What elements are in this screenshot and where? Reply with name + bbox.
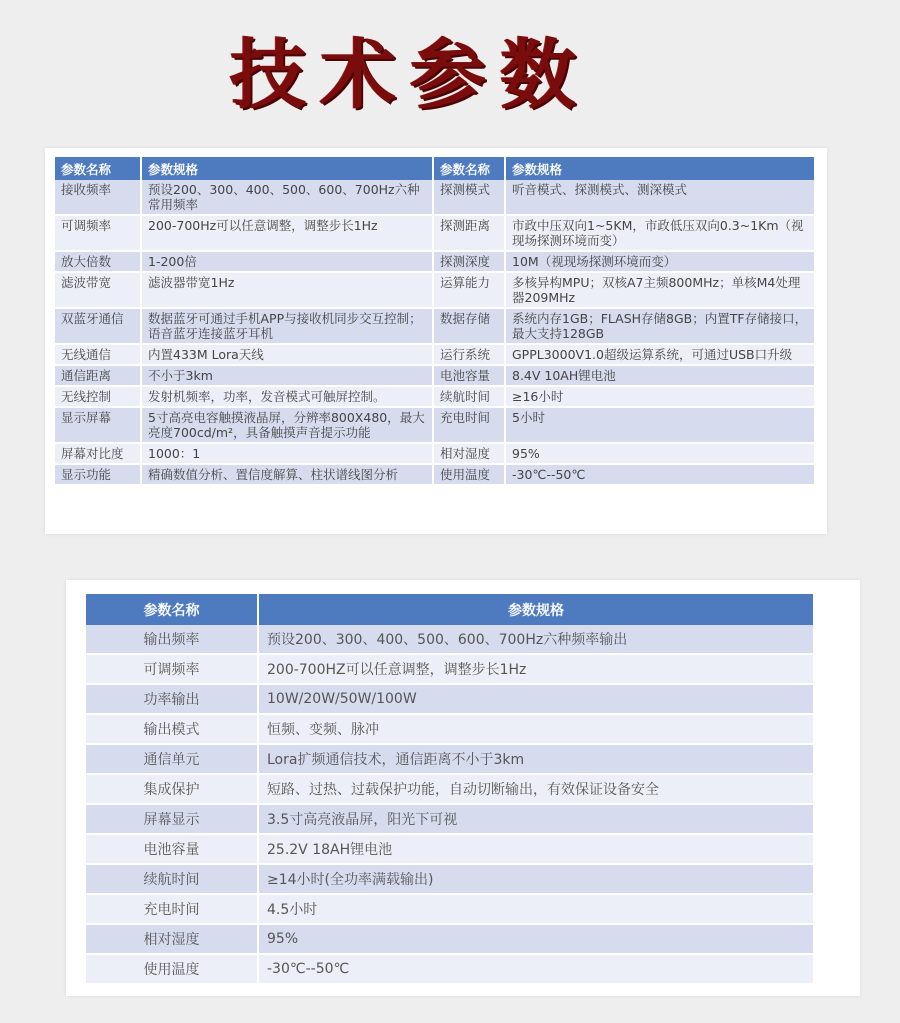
param-spec-cell: GPPL3000V1.0超级运算系统，可通过USB口升级	[505, 344, 815, 365]
param-spec-cell: 恒频、变频、脉冲	[258, 714, 814, 744]
param-spec-cell: 200-700Hz可以任意调整，调整步长1Hz	[141, 215, 433, 251]
header-param-name: 参数名称	[55, 157, 141, 180]
param-spec-cell: 95%	[505, 443, 815, 464]
table-row	[86, 924, 814, 954]
table-row	[55, 215, 815, 251]
table-row	[55, 365, 815, 386]
param-spec-cell: 8.4V 10AH锂电池	[505, 365, 815, 386]
param-spec-cell: 滤波器带宽1Hz	[141, 272, 433, 308]
param-spec-cell: 内置433M Lora天线	[141, 344, 433, 365]
param-spec-cell: 滤波带宽	[55, 272, 141, 308]
param-spec-cell: 200-700HZ可以任意调整，调整步长1Hz	[258, 654, 814, 684]
param-spec-cell: 10W/20W/50W/100W	[258, 684, 814, 714]
param-spec-cell: 系统内存1GB；FLASH存储8GB；内置TF存储接口，最大支持128GB	[505, 308, 815, 344]
param-spec-cell: 市政中压双向1~5KM，市政低压双向0.3~1Km（视现场探测环境而变）	[505, 215, 815, 251]
receiver-spec-panel	[45, 148, 827, 534]
param-name-cell: 充电时间	[86, 894, 258, 924]
param-spec-cell: 1-200倍	[141, 251, 433, 272]
param-spec-cell: 3.5寸高亮液晶屏，阳光下可视	[258, 804, 814, 834]
param-spec-cell: Lora扩频通信技术，通信距离不小于3km	[258, 744, 814, 774]
param-spec-cell: 短路、过热、过载保护功能，自动切断输出，有效保证设备安全	[258, 774, 814, 804]
param-spec-cell: 多核异构MPU；双核A7主频800MHz；单核M4处理器209MHz	[505, 272, 815, 308]
param-spec-cell: 屏幕对比度	[55, 443, 141, 464]
param-name-cell: 通信单元	[86, 744, 258, 774]
table-row	[55, 464, 815, 485]
param-spec-cell: 25.2V 18AH锂电池	[258, 834, 814, 864]
table-row	[55, 443, 815, 464]
param-spec-cell: 发射机频率，功率，发音模式可触屏控制。	[141, 386, 433, 407]
param-spec-cell: 显示屏幕	[55, 407, 141, 443]
table-row	[86, 684, 814, 714]
receiver-spec-table	[55, 157, 816, 486]
table-row	[86, 864, 814, 894]
table-row	[86, 714, 814, 744]
page-title: 技术参数	[230, 30, 590, 119]
table-row	[86, 834, 814, 864]
param-name-cell: 使用温度	[86, 954, 258, 984]
param-spec-cell: 续航时间	[433, 386, 505, 407]
transmitter-spec-table	[86, 594, 815, 985]
header-param-spec: 参数规格	[141, 157, 433, 180]
table-row	[55, 386, 815, 407]
param-spec-cell: 听音模式、探测模式、测深模式	[505, 180, 815, 215]
param-spec-cell: 5小时	[505, 407, 815, 443]
param-spec-cell: 4.5小时	[258, 894, 814, 924]
table-row	[86, 744, 814, 774]
param-spec-cell: 预设200、300、400、500、600、700Hz六种常用频率	[141, 180, 433, 215]
param-spec-cell: 运算能力	[433, 272, 505, 308]
table-row	[55, 344, 815, 365]
param-spec-cell: 95%	[258, 924, 814, 954]
param-spec-cell: 探测距离	[433, 215, 505, 251]
param-spec-cell: ≥14小时(全功率满载输出)	[258, 864, 814, 894]
table-row	[86, 625, 814, 654]
param-spec-cell: 放大倍数	[55, 251, 141, 272]
header-param-name: 参数名称	[433, 157, 505, 180]
table-row	[86, 954, 814, 984]
table-row	[55, 272, 815, 308]
table-row	[86, 894, 814, 924]
param-spec-cell: 电池容量	[433, 365, 505, 386]
param-spec-cell: 精确数值分析、置信度解算、柱状谱线图分析	[141, 464, 433, 485]
param-spec-cell: 可调频率	[55, 215, 141, 251]
param-spec-cell: 通信距离	[55, 365, 141, 386]
param-name-cell: 续航时间	[86, 864, 258, 894]
param-spec-cell: 1000：1	[141, 443, 433, 464]
transmitter-spec-panel	[66, 580, 860, 996]
param-spec-cell: 不小于3km	[141, 365, 433, 386]
table-header-row	[86, 594, 814, 625]
table-row	[86, 654, 814, 684]
header-param-name: 参数名称	[86, 594, 258, 625]
param-spec-cell: 双蓝牙通信	[55, 308, 141, 344]
param-spec-cell: 探测模式	[433, 180, 505, 215]
param-spec-cell: 10M（视现场探测环境而变）	[505, 251, 815, 272]
param-spec-cell: 无线通信	[55, 344, 141, 365]
param-name-cell: 电池容量	[86, 834, 258, 864]
param-spec-cell: 探测深度	[433, 251, 505, 272]
param-spec-cell: ≥16小时	[505, 386, 815, 407]
table-row	[55, 407, 815, 443]
param-spec-cell: -30℃--50℃	[258, 954, 814, 984]
param-name-cell: 集成保护	[86, 774, 258, 804]
param-spec-cell: 运行系统	[433, 344, 505, 365]
table-row	[55, 251, 815, 272]
param-name-cell: 相对湿度	[86, 924, 258, 954]
table-row	[55, 180, 815, 215]
param-spec-cell: 显示功能	[55, 464, 141, 485]
table-row	[86, 774, 814, 804]
param-name-cell: 输出模式	[86, 714, 258, 744]
header-param-spec: 参数规格	[505, 157, 815, 180]
header-param-spec: 参数规格	[258, 594, 814, 625]
table-header-row	[55, 157, 815, 180]
param-spec-cell: -30℃--50℃	[505, 464, 815, 485]
param-spec-cell: 接收频率	[55, 180, 141, 215]
param-spec-cell: 数据蓝牙可通过手机APP与接收机同步交互控制；语音蓝牙连接蓝牙耳机	[141, 308, 433, 344]
param-spec-cell: 5寸高亮电容触摸液晶屏，分辨率800X480，最大亮度700cd/m²，具备触摸声音提示功能	[141, 407, 433, 443]
param-spec-cell: 数据存储	[433, 308, 505, 344]
param-name-cell: 输出频率	[86, 625, 258, 654]
table-row	[55, 308, 815, 344]
param-spec-cell: 充电时间	[433, 407, 505, 443]
param-spec-cell: 预设200、300、400、500、600、700Hz六种频率输出	[258, 625, 814, 654]
param-spec-cell: 无线控制	[55, 386, 141, 407]
param-name-cell: 屏幕显示	[86, 804, 258, 834]
param-name-cell: 可调频率	[86, 654, 258, 684]
param-spec-cell: 相对湿度	[433, 443, 505, 464]
table-row	[86, 804, 814, 834]
param-spec-cell: 使用温度	[433, 464, 505, 485]
param-name-cell: 功率输出	[86, 684, 258, 714]
